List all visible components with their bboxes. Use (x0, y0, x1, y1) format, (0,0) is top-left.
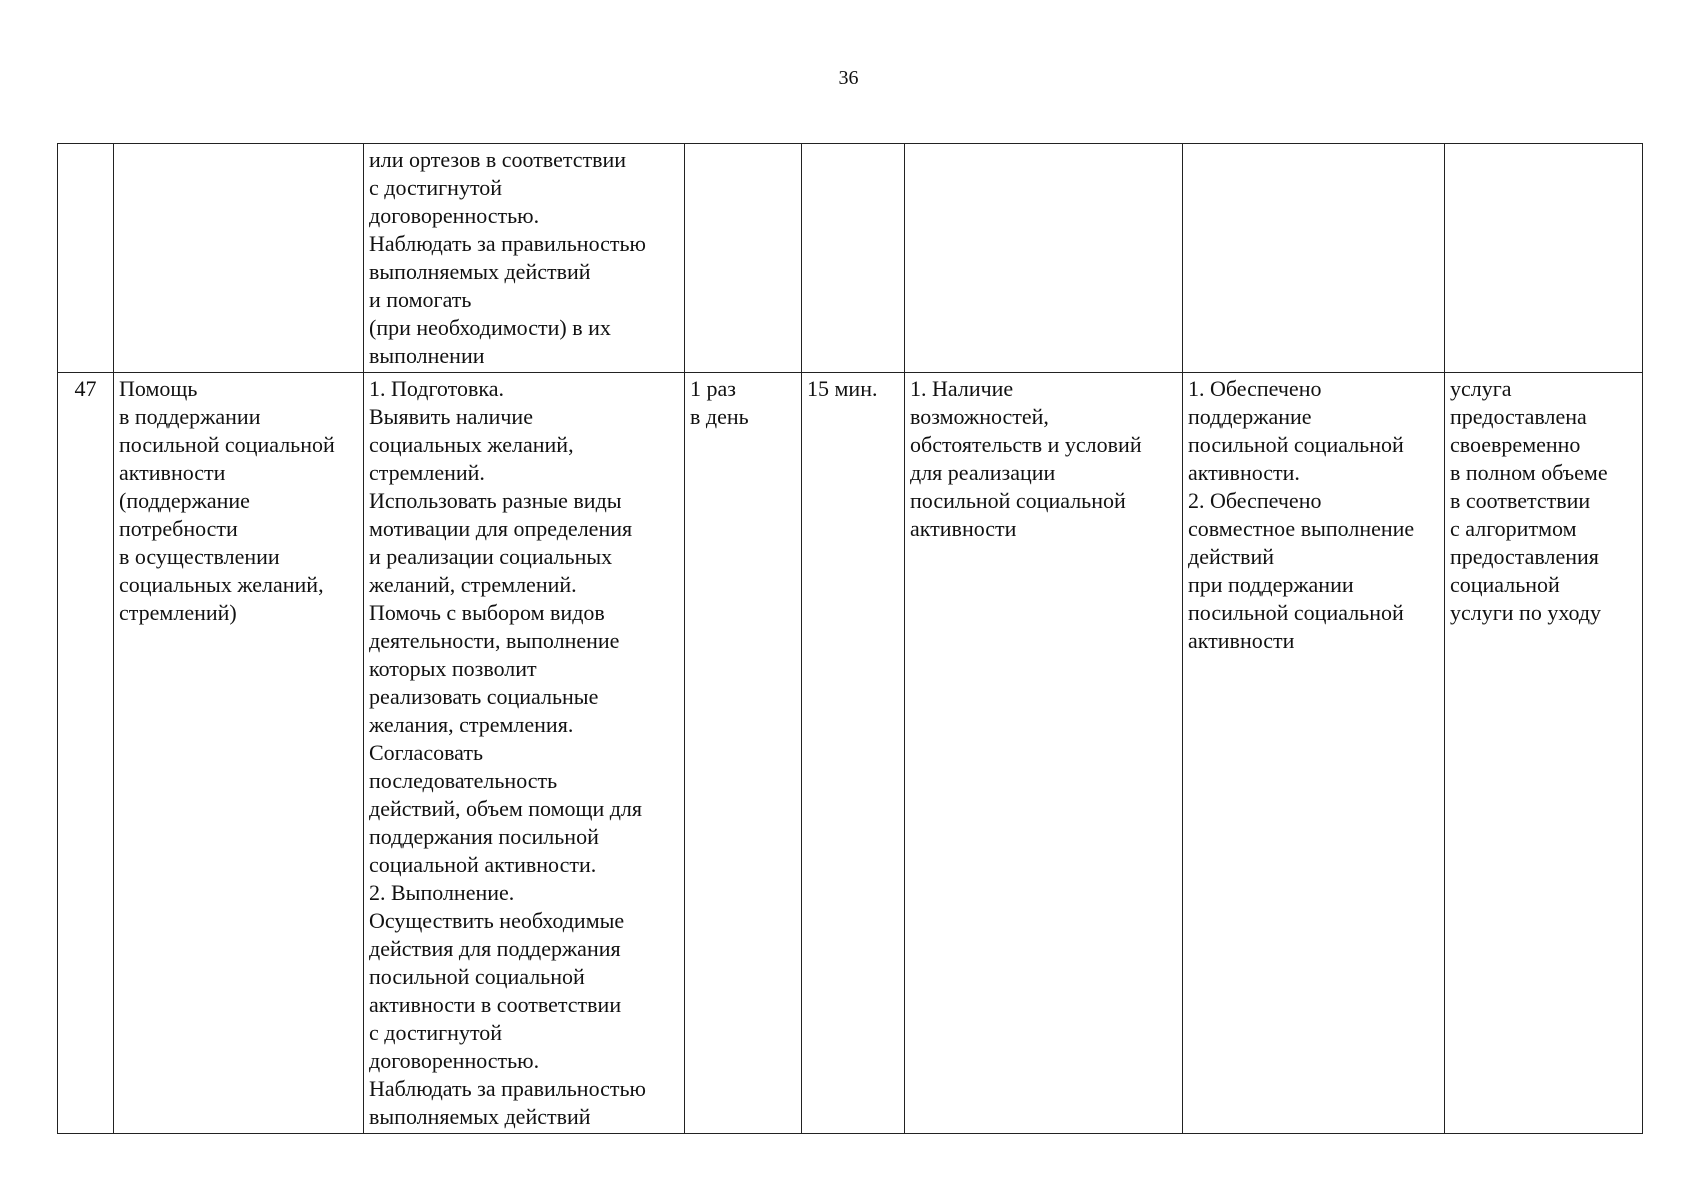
evaluation-cell: услуга предоставлена своевременно в полном объеме в соответствии с алгоритмом предоставления социальной услуги по уходу (1445, 373, 1643, 1134)
service-description-cell: или ортезов в соответствии с достигнутой договоренностью. Наблюдать за правильностью выполняемых действий и помогать (при необходимости) в их выполнении (364, 144, 685, 373)
services-table (57, 143, 1643, 1134)
conditions-cell (905, 144, 1183, 373)
page-number: 36 (838, 67, 859, 89)
conditions-cell: 1. Наличие возможностей, обстоятельств и условий для реализации посильной социальной активности (905, 373, 1183, 1134)
service-name-cell (114, 144, 364, 373)
frequency-cell (685, 144, 802, 373)
table-row (58, 373, 1643, 1134)
evaluation-cell (1445, 144, 1643, 373)
result-cell: 1. Обеспечено поддержание посильной социальной активности. 2. Обеспечено совместное выполнение действий при поддержании посильной социальной активности (1183, 373, 1445, 1134)
frequency-cell: 1 раз в день (685, 373, 802, 1134)
result-cell (1183, 144, 1445, 373)
duration-cell (802, 144, 905, 373)
row-number-cell: 47 (58, 373, 114, 1134)
table-row (58, 144, 1643, 373)
service-description-cell: 1. Подготовка. Выявить наличие социальных желаний, стремлений. Использовать разные виды мотивации для определения и реализации социальных желаний, стремлений. Помочь с выбором видов деятельности, выполнение которых позволит реализовать социальные желания, стремления. Согласовать последовательность действий, объем помощи для поддержания посильной социальной активности. 2. Выполнение. Осуществить необходимые действия для поддержания посильной социальной активности в соответствии с достигнутой договоренностью. Наблюдать за правильностью выполняемых действий (364, 373, 685, 1134)
duration-cell: 15 мин. (802, 373, 905, 1134)
row-number-cell (58, 144, 114, 373)
service-name-cell: Помощь в поддержании посильной социальной активности (поддержание потребности в осуществлении социальных желаний, стремлений) (114, 373, 364, 1134)
